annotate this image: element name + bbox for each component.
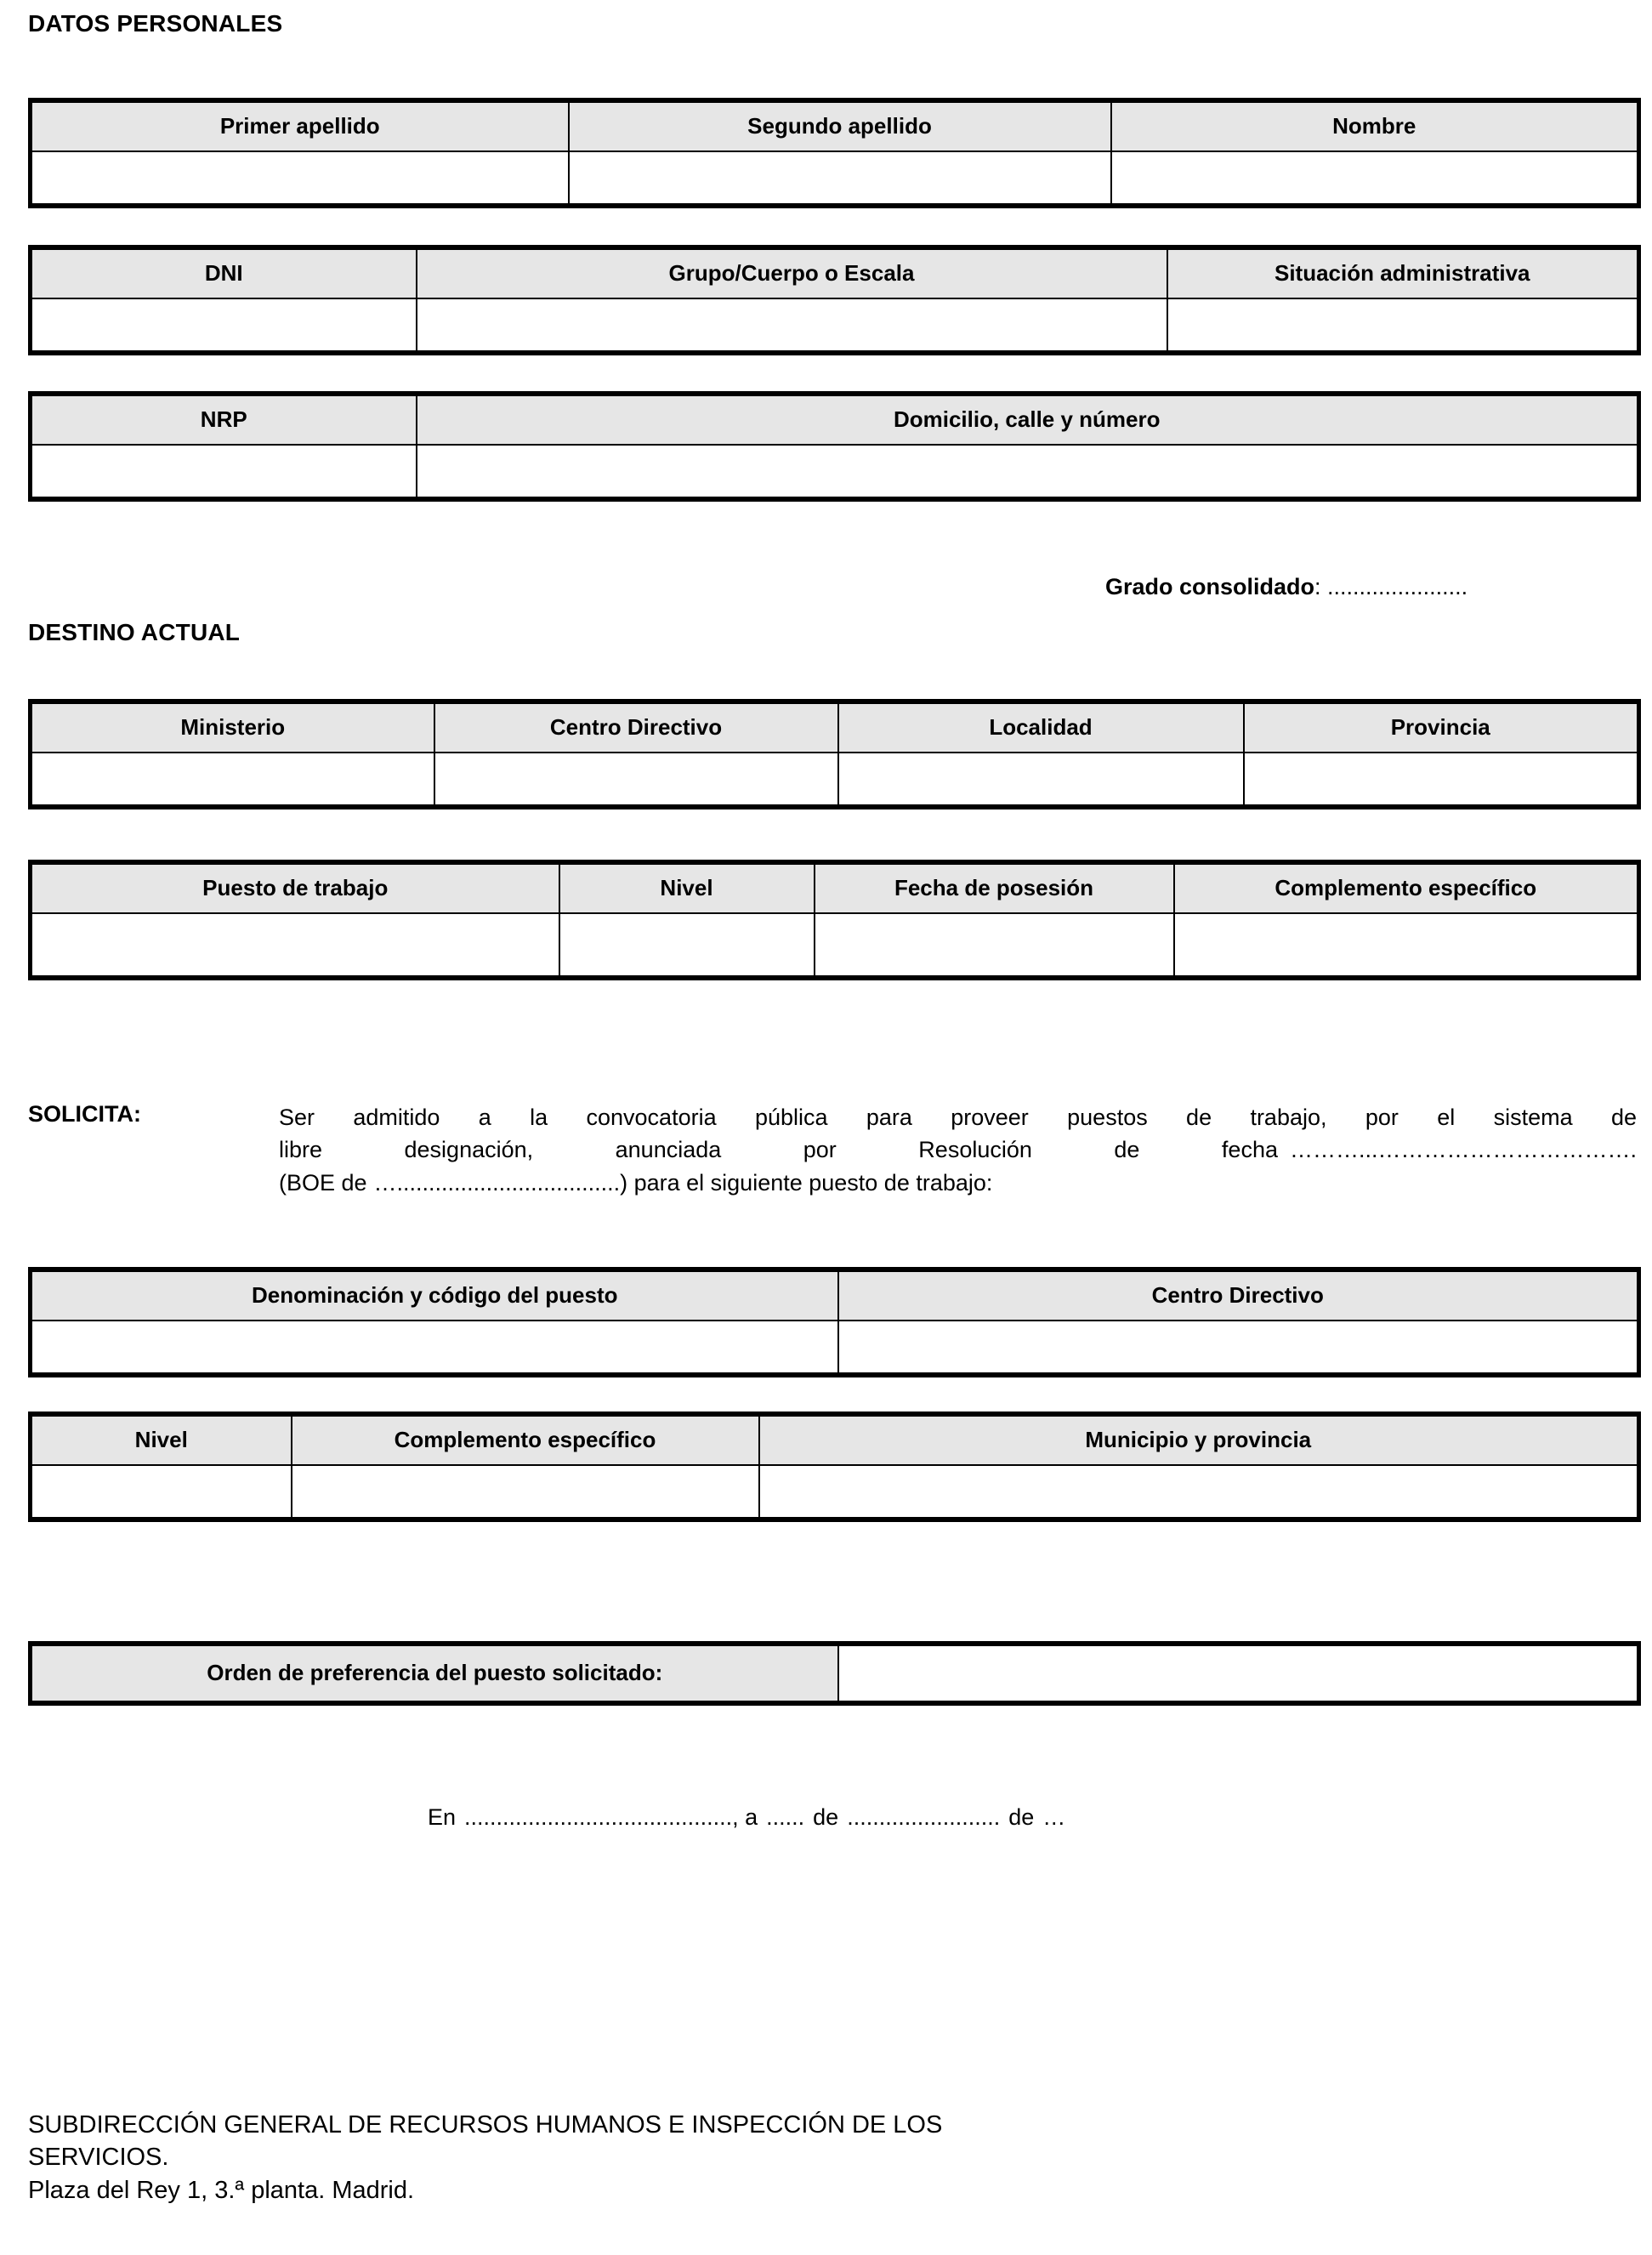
table-row	[31, 247, 1639, 298]
signature-month-dots[interactable]: ........................	[847, 1804, 1001, 1830]
input-nivel-solicitado[interactable]	[31, 1465, 292, 1519]
table-row	[31, 394, 1639, 445]
header-cell-fecha-de-posesion: Fecha de posesión	[815, 862, 1174, 913]
input-denominacion-codigo-puesto[interactable]	[31, 1321, 838, 1375]
header-cell-nivel-actual: Nivel	[559, 862, 815, 913]
signature-mid-2: de	[813, 1804, 839, 1830]
table-destino-actual-puesto	[28, 860, 1641, 980]
table-row	[31, 1270, 1639, 1321]
header-cell-centro-directivo-solicitado: Centro Directivo	[838, 1270, 1639, 1321]
solicita-boe-label: (BOE de	[279, 1169, 367, 1196]
solicita-line-2	[279, 1133, 1637, 1166]
input-puesto-de-trabajo[interactable]	[31, 913, 559, 978]
table-row	[31, 151, 1639, 206]
table-puesto-solicitado-denominacion	[28, 1267, 1641, 1377]
grado-consolidado-line	[1105, 574, 1467, 600]
grado-consolidado-separator: :	[1314, 574, 1328, 599]
table-puesto-solicitado-detalle	[28, 1412, 1641, 1522]
input-centro-directivo-actual[interactable]	[434, 753, 838, 807]
input-nivel-actual[interactable]	[559, 913, 815, 978]
header-cell-municipio-y-provincia: Municipio y provincia	[759, 1414, 1639, 1465]
header-cell-dni: DNI	[31, 247, 417, 298]
header-cell-nrp: NRP	[31, 394, 417, 445]
input-segundo-apellido[interactable]	[569, 151, 1111, 206]
input-situacion-administrativa[interactable]	[1167, 298, 1639, 353]
table-row	[31, 1321, 1639, 1375]
input-primer-apellido[interactable]	[31, 151, 569, 206]
solicita-line-3	[279, 1167, 1637, 1199]
signature-mid-1: , a	[732, 1804, 758, 1830]
header-cell-nivel-solicitado: Nivel	[31, 1414, 292, 1465]
table-row	[31, 298, 1639, 353]
input-provincia[interactable]	[1244, 753, 1639, 807]
input-nombre[interactable]	[1111, 151, 1639, 206]
header-cell-nombre: Nombre	[1111, 100, 1639, 151]
table-row	[31, 701, 1639, 753]
signature-place-dots[interactable]: ..........................................	[464, 1804, 733, 1830]
input-localidad[interactable]	[838, 753, 1244, 807]
input-dni[interactable]	[31, 298, 417, 353]
table-row	[31, 913, 1639, 978]
input-fecha-de-posesion[interactable]	[815, 913, 1174, 978]
table-orden-preferencia	[28, 1641, 1641, 1706]
solicita-resolucion-fecha-dots[interactable]: ………...…………………………….	[1289, 1137, 1637, 1163]
signature-day-dots[interactable]: ......	[766, 1804, 805, 1830]
signature-date-line	[428, 1804, 1065, 1831]
header-cell-denominacion-codigo-puesto: Denominación y código del puesto	[31, 1270, 838, 1321]
input-ministerio[interactable]	[31, 753, 434, 807]
table-datos-personales	[28, 98, 1641, 208]
footer-line-1: SUBDIRECCIÓN GENERAL DE RECURSOS HUMANOS E INSPECCIÓN DE LOS	[28, 2111, 943, 2139]
footer-line-3: Plaza del Rey 1, 3.ª planta. Madrid.	[28, 2176, 415, 2204]
input-orden-preferencia[interactable]	[838, 1644, 1639, 1703]
header-cell-situacion-administrativa: Situación administrativa	[1167, 247, 1639, 298]
header-cell-primer-apellido: Primer apellido	[31, 100, 569, 151]
input-nrp[interactable]	[31, 445, 417, 499]
solicita-boe-dots[interactable]: …...................................	[373, 1169, 621, 1196]
table-row	[31, 1414, 1639, 1465]
table-row	[31, 1465, 1639, 1519]
input-municipio-y-provincia[interactable]	[759, 1465, 1639, 1519]
header-cell-puesto-de-trabajo: Puesto de trabajo	[31, 862, 559, 913]
signature-mid-3: de	[1008, 1804, 1035, 1830]
input-grupo-cuerpo-escala[interactable]	[417, 298, 1167, 353]
section-title-datos-personales: DATOS PERSONALES	[28, 10, 283, 37]
grado-consolidado-label: Grado consolidado	[1105, 574, 1315, 599]
input-complemento-especifico-actual[interactable]	[1174, 913, 1639, 978]
table-row	[31, 1644, 1639, 1703]
header-cell-complemento-especifico-actual: Complemento específico	[1174, 862, 1639, 913]
table-row	[31, 100, 1639, 151]
grado-consolidado-dots[interactable]: ......................	[1327, 574, 1468, 599]
solicita-line-1: Ser admitido a la convocatoria pública para proveer puestos de trabajo, por el sistema de	[279, 1105, 1637, 1130]
header-cell-localidad: Localidad	[838, 701, 1244, 753]
header-cell-complemento-especifico-solicitado: Complemento específico	[292, 1414, 759, 1465]
header-cell-provincia: Provincia	[1244, 701, 1639, 753]
table-nrp-domicilio	[28, 391, 1641, 502]
input-centro-directivo-solicitado[interactable]	[838, 1321, 1639, 1375]
header-cell-segundo-apellido: Segundo apellido	[569, 100, 1111, 151]
header-cell-grupo-cuerpo-escala: Grupo/Cuerpo o Escala	[417, 247, 1167, 298]
footer-line-2: SERVICIOS.	[28, 2144, 169, 2172]
table-row	[31, 753, 1639, 807]
signature-en-label: En	[428, 1804, 457, 1830]
table-row	[31, 445, 1639, 499]
solicita-line-2-text: libre designación, anunciada por Resolución de fecha	[279, 1137, 1278, 1163]
input-complemento-especifico-solicitado[interactable]	[292, 1465, 759, 1519]
header-cell-domicilio: Domicilio, calle y número	[417, 394, 1639, 445]
solicita-line-3-tail: ) para el siguiente puesto de trabajo:	[620, 1169, 993, 1196]
header-cell-centro-directivo-actual: Centro Directivo	[434, 701, 838, 753]
section-title-destino-actual: DESTINO ACTUAL	[28, 619, 241, 645]
input-domicilio[interactable]	[417, 445, 1639, 499]
header-cell-ministerio: Ministerio	[31, 701, 434, 753]
solicita-text	[279, 1101, 1637, 1199]
footer-address-block	[28, 2109, 1473, 2207]
solicita-label: SOLICITA:	[28, 1101, 141, 1127]
table-dni-grupo-situacion	[28, 245, 1641, 355]
signature-year-dots[interactable]: …	[1042, 1804, 1066, 1830]
table-row	[31, 862, 1639, 913]
label-orden-preferencia: Orden de preferencia del puesto solicitado:	[31, 1644, 838, 1703]
table-destino-actual-ubicacion	[28, 699, 1641, 809]
